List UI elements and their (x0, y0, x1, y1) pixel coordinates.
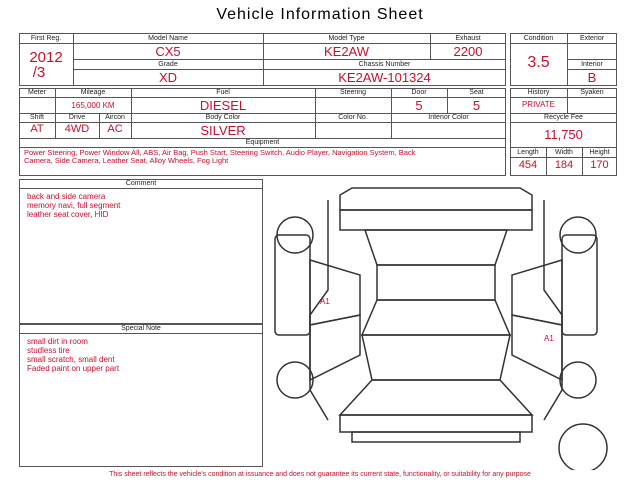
comment-label: Comment (125, 180, 157, 187)
first-reg-year: 2012 (29, 49, 63, 66)
first-reg-label: First Reg. (30, 35, 62, 42)
history: PRIVATE (521, 100, 556, 109)
exhaust-label: Exhaust (455, 35, 481, 42)
chassis-number: KE2AW-101324 (338, 70, 431, 85)
left-front-door (310, 260, 360, 325)
trunk-outline (340, 380, 532, 415)
spare-tire (559, 424, 607, 470)
condition-grade: 3.5 (527, 54, 550, 71)
syaken-label: Syaken (580, 89, 604, 96)
history-label: History (527, 89, 550, 96)
special-note-line: small scratch, small dent (27, 355, 115, 364)
rear-window-outline (362, 335, 510, 380)
comment-line: back and side camera (27, 192, 106, 201)
recycle-fee-label: Recycle Fee (544, 114, 583, 121)
shift-label: Shift (29, 114, 44, 121)
exterior-label: Exterior (579, 35, 605, 42)
grade: XD (158, 70, 178, 85)
equipment-list: Power Steering, Power Window All, ABS, Air Bag, Push Start, Steering Switch, Audio Player, Navigation System, Back Camera, Side Camera, Leather Seat, Alloy Wheels, Fog Light (24, 148, 416, 165)
length: 454 (518, 159, 538, 171)
mileage-label: Mileage (80, 89, 106, 96)
aircon-label: Aircon (105, 114, 125, 121)
equipment-label: Equipment (245, 139, 280, 146)
drive: 4WD (64, 123, 90, 135)
length-label: Length (517, 149, 539, 156)
door-label: Door (411, 89, 427, 96)
rear-left-wheel (277, 362, 313, 398)
height-label: Height (589, 149, 610, 156)
special-note-line: studless tire (27, 346, 70, 355)
model-name-label: Model Name (148, 35, 188, 42)
divider (510, 97, 617, 98)
comment-line: memory navi, full segment (27, 201, 121, 210)
steering-label: Steering (339, 89, 367, 96)
divider (510, 157, 617, 158)
divider (19, 188, 263, 189)
footer-disclaimer: This sheet reflects the vehicle's condition at issuance and does not guarantee its current state, functionality, or suitability for any purpose (109, 471, 531, 478)
divider (510, 147, 617, 148)
model-type: KE2AW (323, 44, 370, 59)
exhaust: 2200 (453, 44, 483, 59)
model-type-label: Model Type (328, 35, 365, 42)
special-note-lines (27, 337, 119, 373)
aircon: AC (107, 123, 123, 135)
special-note-line: Faded paint on upper part (27, 364, 120, 373)
seat-label: Seat (469, 89, 484, 96)
roof-outline (377, 265, 495, 300)
door-count: 5 (415, 98, 423, 113)
car-damage-diagram (270, 180, 620, 470)
special-note-line: small dirt in room (27, 337, 88, 346)
seat-count: 5 (472, 98, 481, 113)
divider (19, 333, 263, 334)
divider (73, 59, 506, 60)
divider (567, 59, 617, 60)
recycle-fee: 11,750 (544, 127, 583, 142)
interior-label: Interior (581, 61, 603, 68)
right-body-outline (544, 200, 562, 420)
hood-top-outline (340, 210, 532, 230)
width-label: Width (555, 149, 573, 156)
chassis-label: Chassis Number (358, 61, 411, 68)
rear-panel-outline (352, 432, 520, 442)
front-bumper-outline (340, 188, 532, 210)
height: 170 (590, 159, 609, 171)
divider (510, 122, 617, 123)
right-front-door (512, 260, 562, 325)
first-reg-month: /3 (32, 64, 46, 81)
body-color: SILVER (200, 123, 246, 138)
condition-label: Condition (523, 35, 554, 42)
mileage: 165,000 KM (71, 101, 115, 110)
right-rear-door (512, 315, 562, 380)
cabin-outline (362, 300, 510, 335)
damage-mark-left: A1 (320, 297, 330, 306)
rear-bumper-outline (340, 415, 532, 432)
interior-grade: B (587, 70, 597, 85)
comment-lines (27, 192, 120, 219)
model-name: CX5 (155, 44, 181, 59)
shift: AT (30, 123, 44, 135)
sheet-title: Vehicle Information Sheet (216, 6, 424, 23)
fuel-label: Fuel (216, 89, 230, 96)
drive-label: Drive (68, 114, 86, 121)
color-no-label: Color No. (338, 114, 368, 121)
fuel: DIESEL (199, 98, 247, 113)
left-rear-door (310, 315, 360, 380)
comment-line: leather seat cover, HID (27, 210, 109, 219)
body-color-label: Body Color (205, 114, 241, 121)
interior-color-label: Interior Color (428, 114, 469, 121)
width: 184 (554, 159, 574, 171)
grade-label: Grade (158, 61, 178, 68)
meter-label: Meter (28, 89, 46, 96)
rear-right-wheel (560, 362, 596, 398)
damage-mark-right: A1 (544, 334, 554, 343)
windshield-outline (365, 230, 507, 265)
divider (510, 43, 617, 44)
special-note-label: Special Note (121, 325, 161, 332)
